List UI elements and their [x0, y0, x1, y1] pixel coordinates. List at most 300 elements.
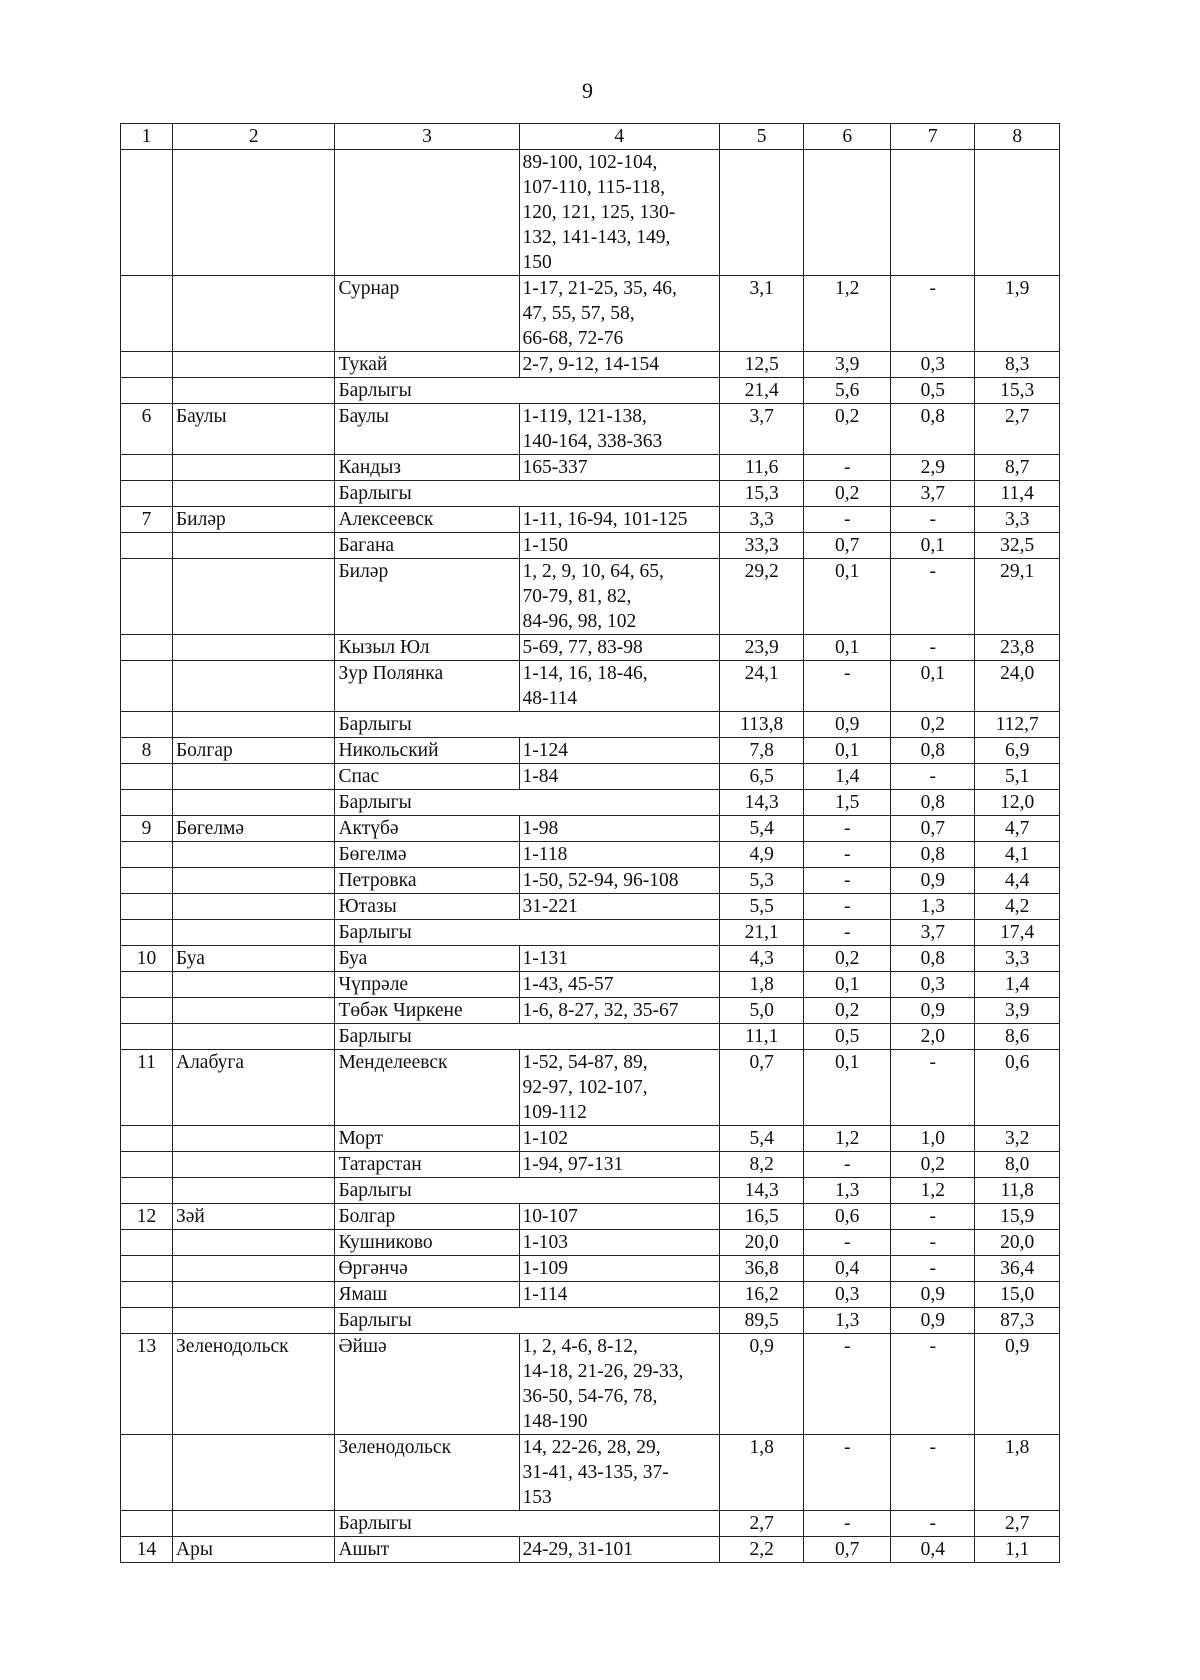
table-row: [121, 276, 1060, 352]
cell-c3: Петровка: [335, 868, 519, 894]
cell-c7: 0,9: [891, 1308, 975, 1334]
cell-c6: -: [804, 455, 891, 481]
cell-c4: 1-119, 121-138, 140-164, 338-363: [519, 404, 719, 455]
cell-c1: [121, 661, 173, 712]
cell-c5: 113,8: [719, 712, 803, 738]
cell-c3: Зур Полянка: [335, 661, 519, 712]
cell-c2: [172, 790, 334, 816]
cell-c8: 20,0: [975, 1230, 1060, 1256]
cell-c2: [172, 1511, 334, 1537]
cell-c3: Багана: [335, 533, 519, 559]
cell-c4: 1-11, 16-94, 101-125: [519, 507, 719, 533]
cell-c6: 0,3: [804, 1282, 891, 1308]
cell-c3: Ютазы: [335, 894, 519, 920]
cell-c3: Кандыз: [335, 455, 519, 481]
cell-c7: 0,7: [891, 816, 975, 842]
cell-c1: [121, 1024, 173, 1050]
cell-c7: 0,3: [891, 972, 975, 998]
cell-c2: Алабуга: [172, 1050, 334, 1126]
cell-c4: 31-221: [519, 894, 719, 920]
cell-c2: Бөгелмә: [172, 816, 334, 842]
cell-c7: 0,5: [891, 378, 975, 404]
cell-c3: Татарстан: [335, 1152, 519, 1178]
cell-c8: 4,2: [975, 894, 1060, 920]
cell-c1: 14: [121, 1537, 173, 1563]
cell-c1: [121, 276, 173, 352]
cell-c4: 1-6, 8-27, 32, 35-67: [519, 998, 719, 1024]
cell-c6: 0,7: [804, 533, 891, 559]
cell-c6: -: [804, 1152, 891, 1178]
cell-c8: 4,4: [975, 868, 1060, 894]
cell-c2: [172, 842, 334, 868]
cell-c4: 1-84: [519, 764, 719, 790]
cell-c7: 1,2: [891, 1178, 975, 1204]
cell-c3: Өргәнчә: [335, 1256, 519, 1282]
cell-c2: [172, 352, 334, 378]
cell-c7: 0,1: [891, 533, 975, 559]
cell-c1: [121, 533, 173, 559]
cell-c4: 10-107: [519, 1204, 719, 1230]
cell-c2: Ары: [172, 1537, 334, 1563]
table-row: [121, 404, 1060, 455]
cell-c1: [121, 712, 173, 738]
cell-c3: Барлыгы: [335, 790, 719, 816]
table-row: [121, 635, 1060, 661]
cell-c5: 7,8: [719, 738, 803, 764]
cell-c3: Болгар: [335, 1204, 519, 1230]
cell-c6: -: [804, 816, 891, 842]
cell-c1: 9: [121, 816, 173, 842]
cell-c8: 8,0: [975, 1152, 1060, 1178]
cell-c1: 8: [121, 738, 173, 764]
cell-c7: -: [891, 1230, 975, 1256]
cell-c2: [172, 1024, 334, 1050]
header-cell: 1: [121, 124, 173, 150]
cell-c7: 0,8: [891, 842, 975, 868]
header-row: [121, 124, 1060, 150]
cell-c2: [172, 1256, 334, 1282]
cell-c1: [121, 1152, 173, 1178]
cell-c1: [121, 868, 173, 894]
cell-c8: 32,5: [975, 533, 1060, 559]
cell-c5: 1,8: [719, 972, 803, 998]
cell-c6: 0,1: [804, 972, 891, 998]
cell-c7: [891, 150, 975, 276]
cell-c2: Зеленодольск: [172, 1334, 334, 1435]
cell-c3: Тукай: [335, 352, 519, 378]
cell-c5: 3,3: [719, 507, 803, 533]
cell-c2: Буа: [172, 946, 334, 972]
table-row: [121, 1152, 1060, 1178]
table-row: [121, 661, 1060, 712]
cell-c4: 1-50, 52-94, 96-108: [519, 868, 719, 894]
cell-c8: 1,8: [975, 1435, 1060, 1511]
cell-c8: 23,8: [975, 635, 1060, 661]
cell-c2: [172, 533, 334, 559]
cell-c4: 1-114: [519, 1282, 719, 1308]
cell-c2: Болгар: [172, 738, 334, 764]
cell-c7: 0,1: [891, 661, 975, 712]
cell-c2: [172, 1152, 334, 1178]
cell-c8: 15,0: [975, 1282, 1060, 1308]
cell-c6: -: [804, 661, 891, 712]
cell-c5: 1,8: [719, 1435, 803, 1511]
cell-c2: [172, 481, 334, 507]
cell-c3: Барлыгы: [335, 1308, 719, 1334]
cell-c4: 1-124: [519, 738, 719, 764]
cell-c5: 16,2: [719, 1282, 803, 1308]
table-row: [121, 1126, 1060, 1152]
cell-c2: [172, 1282, 334, 1308]
total-row: [121, 920, 1060, 946]
cell-c4: 165-337: [519, 455, 719, 481]
cell-c6: 0,9: [804, 712, 891, 738]
cell-c5: 12,5: [719, 352, 803, 378]
cell-c2: Баулы: [172, 404, 334, 455]
cell-c7: -: [891, 635, 975, 661]
cell-c6: 0,2: [804, 481, 891, 507]
cell-c7: 2,0: [891, 1024, 975, 1050]
cell-c8: 4,7: [975, 816, 1060, 842]
cell-c5: 14,3: [719, 790, 803, 816]
cell-c4: 1-94, 97-131: [519, 1152, 719, 1178]
cell-c4: 1-17, 21-25, 35, 46, 47, 55, 57, 58, 66-68, 72-76: [519, 276, 719, 352]
cell-c1: 6: [121, 404, 173, 455]
cell-c5: 8,2: [719, 1152, 803, 1178]
header-cell: 6: [804, 124, 891, 150]
cell-c5: 20,0: [719, 1230, 803, 1256]
cell-c4: 1-131: [519, 946, 719, 972]
cell-c7: -: [891, 276, 975, 352]
total-row: [121, 790, 1060, 816]
cell-c7: 1,0: [891, 1126, 975, 1152]
cell-c5: 5,4: [719, 816, 803, 842]
cell-c5: 21,4: [719, 378, 803, 404]
table-row: [121, 1204, 1060, 1230]
cell-c3: Төбәк Чиркене: [335, 998, 519, 1024]
cell-c1: [121, 1282, 173, 1308]
cell-c1: [121, 972, 173, 998]
cell-c5: 6,5: [719, 764, 803, 790]
cell-c7: 0,3: [891, 352, 975, 378]
cell-c3: Никольский: [335, 738, 519, 764]
cell-c5: 3,7: [719, 404, 803, 455]
cell-c2: [172, 1178, 334, 1204]
cell-c3: [335, 150, 519, 276]
header-cell: 8: [975, 124, 1060, 150]
cell-c6: 0,6: [804, 1204, 891, 1230]
cell-c7: 0,2: [891, 1152, 975, 1178]
cell-c4: 1-118: [519, 842, 719, 868]
table-row: [121, 998, 1060, 1024]
total-row: [121, 1511, 1060, 1537]
cell-c8: [975, 150, 1060, 276]
cell-c8: 3,3: [975, 507, 1060, 533]
cell-c2: [172, 559, 334, 635]
header-cell: 4: [519, 124, 719, 150]
table-row: [121, 1334, 1060, 1435]
cell-c4: 1-102: [519, 1126, 719, 1152]
cell-c7: -: [891, 559, 975, 635]
cell-c4: 1-98: [519, 816, 719, 842]
cell-c2: [172, 764, 334, 790]
cell-c3: Ашыт: [335, 1537, 519, 1563]
cell-c8: 2,7: [975, 404, 1060, 455]
cell-c3: Әйшә: [335, 1334, 519, 1435]
table-row: [121, 1230, 1060, 1256]
cell-c8: 15,9: [975, 1204, 1060, 1230]
cell-c5: 2,7: [719, 1511, 803, 1537]
cell-c1: 12: [121, 1204, 173, 1230]
table-row: [121, 738, 1060, 764]
cell-c6: 0,1: [804, 1050, 891, 1126]
cell-c2: [172, 1126, 334, 1152]
cell-c7: 0,8: [891, 790, 975, 816]
cell-c6: 0,5: [804, 1024, 891, 1050]
cell-c4: 1-103: [519, 1230, 719, 1256]
table-row: [121, 868, 1060, 894]
cell-c5: 11,1: [719, 1024, 803, 1050]
cell-c4: 5-69, 77, 83-98: [519, 635, 719, 661]
cell-c6: -: [804, 1230, 891, 1256]
cell-c7: -: [891, 1435, 975, 1511]
cell-c1: [121, 998, 173, 1024]
table-body: [121, 124, 1060, 1563]
table-row: [121, 764, 1060, 790]
cell-c2: [172, 998, 334, 1024]
cell-c3: Кызыл Юл: [335, 635, 519, 661]
cell-c7: -: [891, 764, 975, 790]
cell-c1: [121, 920, 173, 946]
cell-c5: 5,4: [719, 1126, 803, 1152]
total-row: [121, 712, 1060, 738]
cell-c8: 8,3: [975, 352, 1060, 378]
table-row: [121, 1050, 1060, 1126]
cell-c5: 0,7: [719, 1050, 803, 1126]
cell-c1: [121, 1126, 173, 1152]
cell-c6: -: [804, 1334, 891, 1435]
cell-c2: [172, 378, 334, 404]
cell-c6: 3,9: [804, 352, 891, 378]
cell-c8: 4,1: [975, 842, 1060, 868]
cell-c1: [121, 352, 173, 378]
cell-c8: 29,1: [975, 559, 1060, 635]
cell-c4: 1-14, 16, 18-46, 48-114: [519, 661, 719, 712]
cell-c2: [172, 635, 334, 661]
cell-c3: Барлыгы: [335, 712, 719, 738]
cell-c8: 15,3: [975, 378, 1060, 404]
cell-c8: 11,8: [975, 1178, 1060, 1204]
cell-c5: 29,2: [719, 559, 803, 635]
cell-c3: Буа: [335, 946, 519, 972]
cell-c5: 21,1: [719, 920, 803, 946]
cell-c1: [121, 1230, 173, 1256]
cell-c6: -: [804, 507, 891, 533]
cell-c1: [121, 1178, 173, 1204]
cell-c1: [121, 150, 173, 276]
cell-c5: 24,1: [719, 661, 803, 712]
cell-c4: 1-150: [519, 533, 719, 559]
table-row: [121, 842, 1060, 868]
cell-c3: Актүбә: [335, 816, 519, 842]
header-cell: 7: [891, 124, 975, 150]
cell-c2: [172, 868, 334, 894]
cell-c5: 33,3: [719, 533, 803, 559]
cell-c2: [172, 661, 334, 712]
cell-c6: 0,1: [804, 635, 891, 661]
cell-c7: -: [891, 1204, 975, 1230]
table-row: [121, 533, 1060, 559]
cell-c1: [121, 1511, 173, 1537]
total-row: [121, 1308, 1060, 1334]
cell-c8: 3,9: [975, 998, 1060, 1024]
cell-c5: 4,9: [719, 842, 803, 868]
cell-c2: Зәй: [172, 1204, 334, 1230]
cell-c4: 2-7, 9-12, 14-154: [519, 352, 719, 378]
cell-c8: 3,2: [975, 1126, 1060, 1152]
cell-c8: 11,4: [975, 481, 1060, 507]
cell-c6: 1,5: [804, 790, 891, 816]
cell-c7: 0,8: [891, 738, 975, 764]
cell-c7: -: [891, 507, 975, 533]
cell-c8: 0,9: [975, 1334, 1060, 1435]
cell-c6: [804, 150, 891, 276]
cell-c7: -: [891, 1511, 975, 1537]
cell-c6: 1,4: [804, 764, 891, 790]
cell-c3: Барлыгы: [335, 1024, 719, 1050]
cell-c2: [172, 894, 334, 920]
total-row: [121, 481, 1060, 507]
cell-c8: 6,9: [975, 738, 1060, 764]
cell-c7: 0,9: [891, 868, 975, 894]
cell-c1: [121, 559, 173, 635]
cell-c8: 17,4: [975, 920, 1060, 946]
table-row: [121, 1282, 1060, 1308]
cell-c6: 1,2: [804, 276, 891, 352]
cell-c3: Барлыгы: [335, 378, 719, 404]
table-row: [121, 150, 1060, 276]
cell-c4: 1-43, 45-57: [519, 972, 719, 998]
cell-c6: -: [804, 920, 891, 946]
table-row: [121, 455, 1060, 481]
cell-c4: 24-29, 31-101: [519, 1537, 719, 1563]
cell-c5: 3,1: [719, 276, 803, 352]
cell-c3: Спас: [335, 764, 519, 790]
table-row: [121, 816, 1060, 842]
table-row: [121, 507, 1060, 533]
cell-c6: 0,4: [804, 1256, 891, 1282]
cell-c6: 0,1: [804, 559, 891, 635]
cell-c1: [121, 1435, 173, 1511]
cell-c3: Алексеевск: [335, 507, 519, 533]
cell-c3: Менделеевск: [335, 1050, 519, 1126]
header-cell: 2: [172, 124, 334, 150]
cell-c2: [172, 1435, 334, 1511]
cell-c3: Бөгелмә: [335, 842, 519, 868]
cell-c7: 0,9: [891, 998, 975, 1024]
cell-c8: 8,6: [975, 1024, 1060, 1050]
cell-c3: Барлыгы: [335, 920, 719, 946]
cell-c3: Биләр: [335, 559, 519, 635]
cell-c2: [172, 972, 334, 998]
cell-c7: 3,7: [891, 920, 975, 946]
cell-c6: 0,2: [804, 946, 891, 972]
cell-c2: [172, 150, 334, 276]
cell-c3: Кушниково: [335, 1230, 519, 1256]
cell-c6: 0,2: [804, 998, 891, 1024]
cell-c4: 14, 22-26, 28, 29, 31-41, 43-135, 37- 153: [519, 1435, 719, 1511]
total-row: [121, 378, 1060, 404]
cell-c8: 3,3: [975, 946, 1060, 972]
cell-c3: Барлыгы: [335, 481, 719, 507]
cell-c7: 2,9: [891, 455, 975, 481]
cell-c2: [172, 712, 334, 738]
cell-c6: -: [804, 894, 891, 920]
cell-c1: [121, 455, 173, 481]
total-row: [121, 1178, 1060, 1204]
cell-c8: 12,0: [975, 790, 1060, 816]
page-number: 9: [582, 78, 593, 103]
cell-c7: 1,3: [891, 894, 975, 920]
cell-c4: 1, 2, 9, 10, 64, 65, 70-79, 81, 82, 84-96, 98, 102: [519, 559, 719, 635]
cell-c7: 3,7: [891, 481, 975, 507]
cell-c7: 0,4: [891, 1537, 975, 1563]
cell-c3: Сурнар: [335, 276, 519, 352]
data-table: [120, 123, 1060, 1563]
cell-c1: [121, 1308, 173, 1334]
cell-c1: [121, 635, 173, 661]
cell-c6: -: [804, 842, 891, 868]
table-row: [121, 352, 1060, 378]
cell-c2: [172, 920, 334, 946]
cell-c8: 1,4: [975, 972, 1060, 998]
cell-c1: 13: [121, 1334, 173, 1435]
table-row: [121, 894, 1060, 920]
cell-c5: 23,9: [719, 635, 803, 661]
cell-c5: 14,3: [719, 1178, 803, 1204]
cell-c3: Барлыгы: [335, 1511, 719, 1537]
cell-c3: Чүпрәле: [335, 972, 519, 998]
cell-c4: 89-100, 102-104, 107-110, 115-118, 120, 121, 125, 130- 132, 141-143, 149, 150: [519, 150, 719, 276]
cell-c8: 5,1: [975, 764, 1060, 790]
cell-c6: 0,1: [804, 738, 891, 764]
cell-c8: 2,7: [975, 1511, 1060, 1537]
cell-c5: 15,3: [719, 481, 803, 507]
cell-c1: [121, 1256, 173, 1282]
cell-c2: Биләр: [172, 507, 334, 533]
table-row: [121, 972, 1060, 998]
cell-c8: 1,9: [975, 276, 1060, 352]
cell-c1: 10: [121, 946, 173, 972]
header-cell: 3: [335, 124, 519, 150]
cell-c1: [121, 378, 173, 404]
cell-c5: 16,5: [719, 1204, 803, 1230]
header-cell: 5: [719, 124, 803, 150]
cell-c6: 0,7: [804, 1537, 891, 1563]
cell-c1: 7: [121, 507, 173, 533]
cell-c5: 5,5: [719, 894, 803, 920]
cell-c5: 2,2: [719, 1537, 803, 1563]
cell-c5: [719, 150, 803, 276]
cell-c4: 1-109: [519, 1256, 719, 1282]
cell-c6: 0,2: [804, 404, 891, 455]
cell-c7: -: [891, 1334, 975, 1435]
table-row: [121, 946, 1060, 972]
cell-c4: 1-52, 54-87, 89, 92-97, 102-107, 109-112: [519, 1050, 719, 1126]
cell-c1: [121, 790, 173, 816]
cell-c3: Барлыгы: [335, 1178, 719, 1204]
cell-c8: 1,1: [975, 1537, 1060, 1563]
